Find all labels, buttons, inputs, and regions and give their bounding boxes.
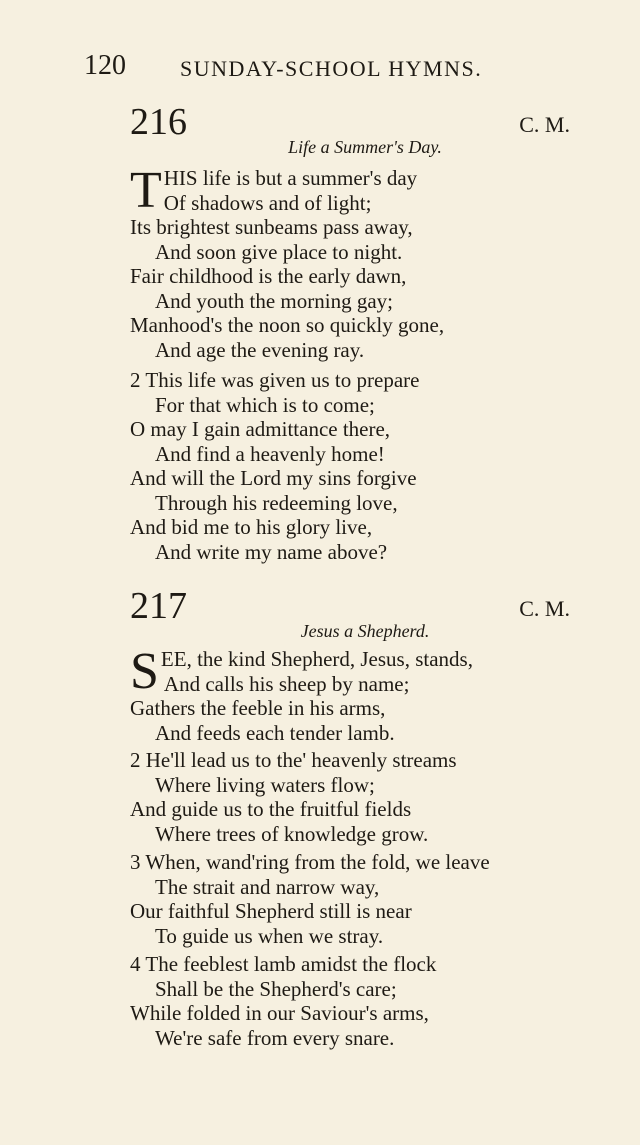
verse-line: And write my name above? [155,539,388,564]
stanza-2 [130,368,610,564]
verse-line: 4 The feeblest lamb amidst the flock [130,952,437,976]
page-number: 120 [84,50,126,81]
verse-line: Through his redeeming love, [155,490,398,515]
running-title: SUNDAY-SCHOOL HYMNS. [180,56,483,81]
stanza-1 [130,162,610,362]
verse-line: Fair childhood is the early dawn, [130,264,407,288]
verse-line [130,191,610,216]
verse-line: Shall be the Shepherd's care; [155,976,397,1001]
verse-line: Its brightest sunbeams pass away, [130,215,413,239]
verse-line: Where trees of knowledge grow. [155,821,429,846]
verse-line: O may I gain admittance there, [130,417,391,441]
hymn-number: 217 [130,585,187,627]
verse-line: To guide us when we stray. [155,923,384,948]
hymn-title: Jesus a Shepherd. [300,621,430,641]
hymn-meter: C. M. [519,112,570,137]
hymn-meter: C. M. [519,596,570,621]
drop-cap: S [130,643,159,700]
verse-line: 2 He'll lead us to the' heavenly streams [130,748,457,772]
verse-line: While folded in our Saviour's arms, [130,1001,429,1025]
hymn-title: Life a Summer's Day. [288,137,442,157]
stanza-3 [130,850,610,948]
verse-line: 3 When, wand'ring from the fold, we leave [130,850,490,874]
verse-line: And will the Lord my sins forgive [130,466,417,490]
verse-line: 2 This life was given us to prepare [130,368,420,392]
hymn-number: 216 [130,101,187,143]
verse-line [130,672,610,697]
verse-line: And soon give place to night. [155,239,403,264]
verse-line: And guide us to the fruitful fields [130,797,412,821]
verse-line-text: HIS life is but a summer's day [163,166,418,190]
stanza-2 [130,748,610,846]
verse-line: Where living waters flow; [155,772,375,797]
verse-line: Our faithful Shepherd still is near [130,899,412,923]
verse-line-text: Of shadows and of light; [163,190,372,215]
verse-line-text: And calls his sheep by name; [163,671,410,696]
drop-cap: T [130,162,162,219]
stanza-1 [130,643,610,745]
verse-line: Gathers the feeble in his arms, [130,696,386,720]
verse-line: For that which is to come; [155,392,375,417]
verse-line: And feeds each tender lamb. [155,720,395,745]
verse-line: Manhood's the noon so quickly gone, [130,313,445,337]
verse-line: And bid me to his glory live, [130,515,373,539]
verse-line: And youth the morning gay; [155,288,393,313]
verse-line-text: EE, the kind Shepherd, Jesus, stands, [160,647,473,671]
verse-line: We're safe from every snare. [155,1025,395,1050]
verse-line: The strait and narrow way, [155,874,380,899]
running-head [84,50,530,84]
stanza-4 [130,952,610,1050]
verse-line: And age the evening ray. [155,337,365,362]
verse-line: And find a heavenly home! [155,441,385,466]
